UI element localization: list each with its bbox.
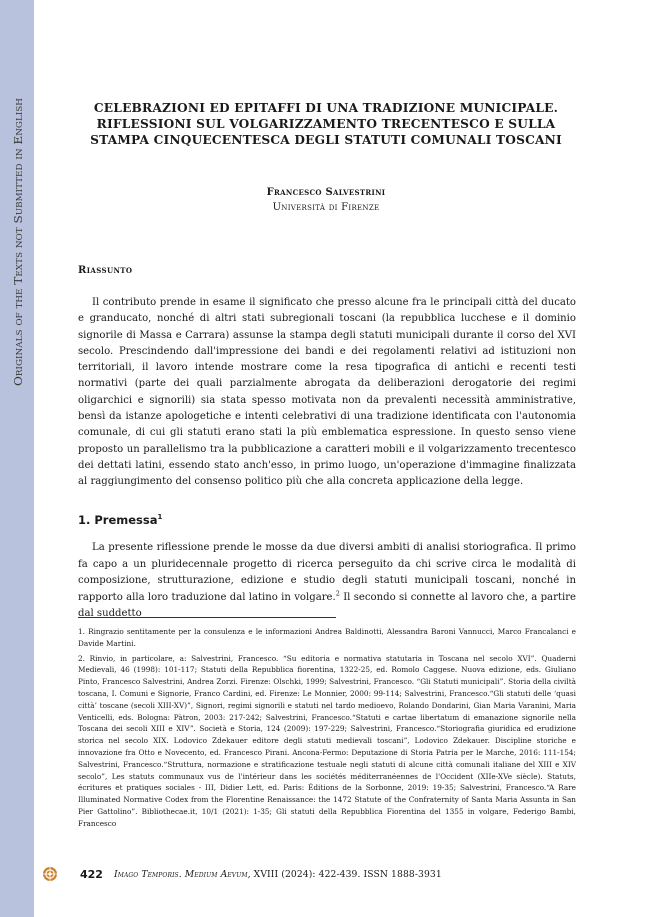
side-label [2,96,32,386]
article-title [78,100,574,148]
journal-name: Imago Temporis. Medium Aevum, [114,869,251,880]
footnote-1: 1. Ringrazio sentitamente per la consulenza e le informazioni Andrea Baldinotti, Alessandra Baroni Vannucci, Marco Francalanci e Davide Martini. [78,627,576,648]
footnote-ref-1[interactable]: 1 [157,513,163,522]
side-label-text: Originals of the Texts not Submitted in English [12,124,25,386]
section-heading [78,513,162,527]
title-line-2: RIFLESSIONI SUL VOLGARIZZAMENTO TRECENTESCO E SULLA [96,117,556,131]
footnote-ref-2[interactable]: 2 [335,589,340,598]
ornament-icon [42,866,58,882]
footnote-2: 2. Rinvio, in particolare, a: Salvestrini, Francesco. “Su editoria e normativa statutaria in Toscana nel secolo XVI”. Quaderni Medievali, 46 (1998): 101-117; Statuti della Repubblica fiorentina, 1322-25, ed. Romolo Caggese. Nuova edizione, eds. Giuliano Pinto, Francesco Salvestrini, Andrea Zorzi. Firenze: Olschki, 1999; Salvestrini, Francesco. “Gli Statuti municipali”. Storia della civiltà toscana, I. Comuni e Signorie, Franco Cardini, ed. Firenze: Le Monnier, 2000: 99-114; Salvestrini, Francesco.“Gli statuti delle ‘quasi città’ toscane (secoli XIII-XV)”, Signori, regimi signorili e statuti nel tardo medioevo, Rolando Dondarini, Gian Maria Varanini, Maria Venticelli, eds. Bologna: Pàtron, 2003: 217-242; Salvestrini, Francesco.“Statuti e cartae libertatum di emanazione signorile nella Toscana dei secoli XIII e XIV”. Società e Storia, 124 (2009): 197-229; Salvestrini, Francesco.“Storiografia giuridica ed erudizione storica nel secolo XIX. Lodovico Zdekauer editore degli statuti medievali toscani”, Lodovico Zdekauer. Discipline storiche e innovazione fra Otto e Novecento, ed. Francesco Pirani. Ancona-Fermo: Deputazione di Storia Patria per le Marche, 2016: 111-154; Salvestrini, Francesco.“Struttura, normazione e stratificazione testuale negli statuti di alcune città comunali italiane del XIII e XIV secolo”, Les statuts communaux vus de l'intérieur dans les sociétés méditerranéennes de l'Occident (XIIe-XVe siècle). Statuts, écritures et pratiques sociales - III, Didier Lett, ed. Paris: Éditions de la Sorbonne, 2019: 19-35; Salvestrini, Francesco.“A Rare Illuminated Normative Codex from the Florentine Renaissance: the 1472 Statute of the Confraternity of Santa Maria Assunta in San Pier Gattolino”. Bibliothecae.it, 10/1 (2021): 1-35; Gli statuti della Repubblica Fiorentina del 1355 in volgare, Federigo Bambi, Francesco [78,653,576,828]
author-affiliation: Università di Firenze [272,202,380,213]
abstract-heading: Riassunto [78,265,133,276]
title-line-3: STAMPA CINQUECENTESCA DEGLI STATUTI COMUNALI TOSCANI [90,133,562,147]
journal-citation [114,869,442,880]
author-name: Francesco Salvestrini [266,187,386,198]
paragraph-part-2: Il secondo si connette al lavoro che, a partire dal suddetto [78,591,576,619]
footnote-divider [78,617,336,618]
abstract-text: Il contributo prende in esame il significato che presso alcune fra le principali città del ducato e granducato, nonché di altri stati subregionali toscani (la repubblica lucchese e il dominio signorile di Massa e Carrara) assunse la stampa degli statuti municipali durante il corso del XVI secolo. Prescindendo dall'impressione dei bandi e dei regolamenti relativi ad istituzioni non territoriali, il lavoro intende mostrare come la resa tipografica di antichi e recenti testi normativi (parte dei quali parzialmente abrogata da deliberazioni derogatorie dei regimi oligarchici e signorili) sia stata spesso motivata non da prevalenti necessità amministrative, bensì da istanze apologetiche e intenti celebrativi di una tradizione identificata con l'autonomia comunale, di cui gli statuti erano stati la più emblematica espressione. In questo senso viene proposto un parallelismo tra la pubblicazione a caratteri mobili e il volgarizzamento trecentesco dei dettati latini, essendo stato anch'esso, in primo luogo, un'operazione d'immagine finalizzata al raggiungimento del consenso politico più che alla concreta applicazione della legge. [78,297,576,488]
footnotes [78,626,576,833]
title-line-1: CELEBRAZIONI ED EPITAFFI DI UNA TRADIZIONE MUNICIPALE. [93,101,559,115]
journal-details: XVIII (2024): 422-439. ISSN 1888-3931 [250,869,442,880]
section-paragraph [78,540,576,623]
page-number: 422 [80,868,103,881]
page-footer [36,866,596,886]
paragraph-part-1: La presente riflessione prende le mosse da due diversi ambiti di analisi storiografica. Il primo fa capo a un pluridecennale progetto di ricerca perseguito da chi scrive circa le modalità di composizione, strutturazione, edizione e studio degli statuti municipali toscani, nonché in rapporto alla loro traduzione dal latino in volgare. [78,542,576,603]
author-block [78,185,574,215]
section-heading-text: 1. Premessa [78,513,158,527]
